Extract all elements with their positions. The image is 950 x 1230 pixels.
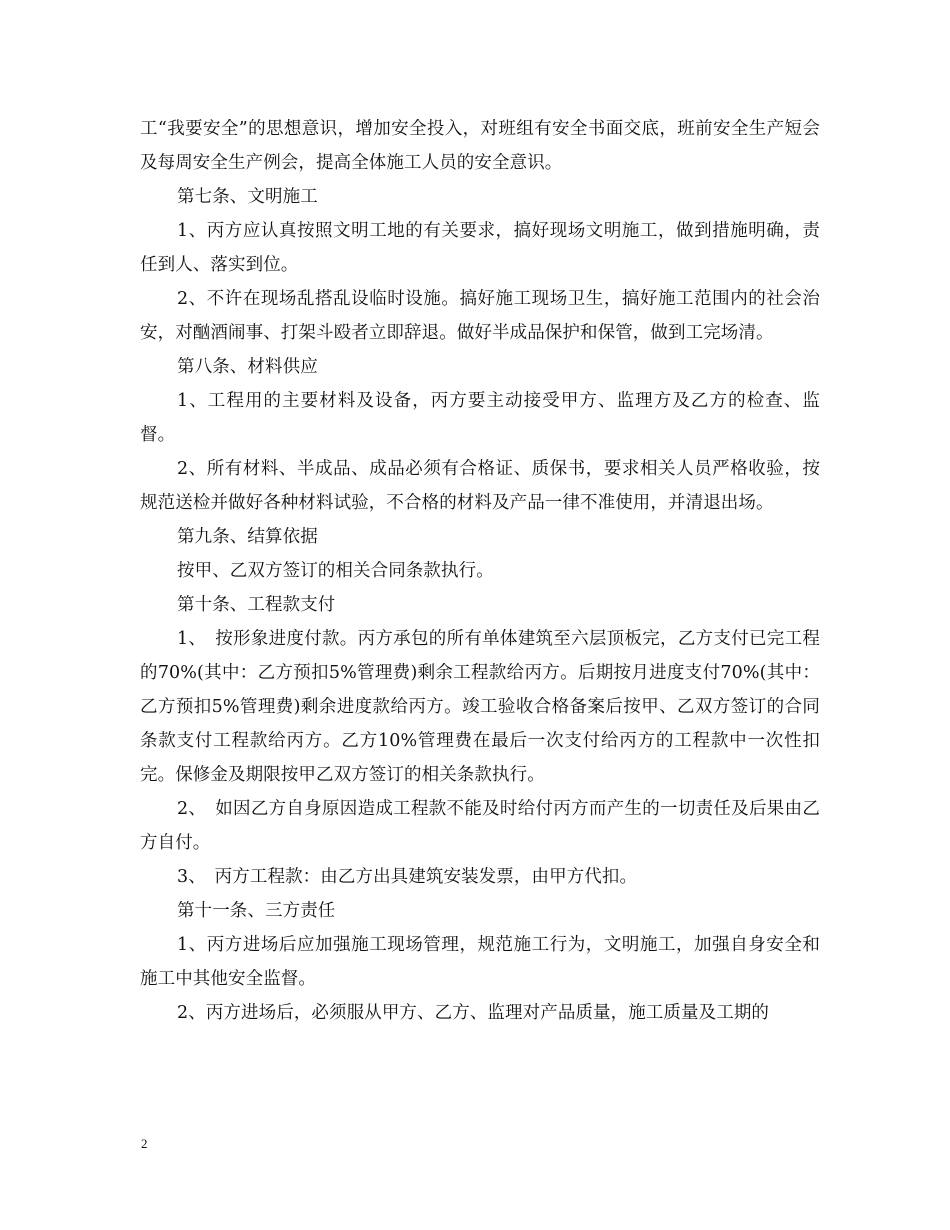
article-8-clause-1: 1、工程用的主要材料及设备，丙方要主动接受甲方、监理方及乙方的检查、监督。 [140,391,820,445]
article-10-clause-2: 2、 如因乙方自身原因造成工程款不能及时给付丙方而产生的一切责任及后果由乙方自付。 [140,799,820,853]
article-8-clause-2: 2、所有材料、半成品、成品必须有合格证、质保书，要求相关人员严格收验，按规范送检并做好各种材料试验，不合格的材料及产品一律不准使用，并清退出场。 [140,459,820,513]
article-7-clause-2: 2、不许在现场乱搭乱设临时设施。搞好施工现场卫生，搞好施工范围内的社会治安，对酗酒闹事、打架斗殴者立即辞退。做好半成品保护和保管，做到工完场清。 [140,289,820,343]
article-10-clause-3: 3、 丙方工程款：由乙方出具建筑安装发票，由甲方代扣。 [177,867,638,887]
article-11-clause-2: 2、丙方进场后，必须服从甲方、乙方、监理对产品质量，施工质量及工期的 [177,1003,770,1023]
article-9-body: 按甲、乙双方签订的相关合同条款执行。 [177,561,494,581]
article-9-heading: 第九条、结算依据 [177,527,318,547]
page-number: 2 [141,1136,148,1151]
paragraph-continuation: 工“我要安全”的思想意识，增加安全投入，对班组有安全书面交底，班前安全生产短会及每周安全生产例会，提高全体施工人员的安全意识。 [140,119,820,173]
article-10-clause-1: 1、 按形象进度付款。丙方承包的所有单体建筑至六层顶板完，乙方支付已完工程的70%(其中：乙方预扣5%管理费)剩余工程款给丙方。后期按月进度支付70%(其中：乙方预扣5%管理费)剩余进度款给丙方。竣工验收合格备案后按甲、乙双方签订的合同条款支付工程款给丙方。乙方10%管理费在最后一次支付给丙方的工程款中一次性扣完。保修金及期限按甲乙双方签订的相关条款执行。 [140,629,820,785]
article-10-heading: 第十条、工程款支付 [177,595,336,615]
article-11-clause-1: 1、丙方进场后应加强施工现场管理，规范施工行为，文明施工，加强自身安全和施工中其他安全监督。 [140,935,820,989]
document-body [140,112,820,1030]
article-7-heading: 第七条、文明施工 [177,187,318,207]
article-7-clause-1: 1、丙方应认真按照文明工地的有关要求，搞好现场文明施工，做到措施明确，责任到人、落实到位。 [140,221,820,275]
article-8-heading: 第八条、材料供应 [177,357,318,377]
article-11-heading: 第十一条、三方责任 [177,901,336,921]
